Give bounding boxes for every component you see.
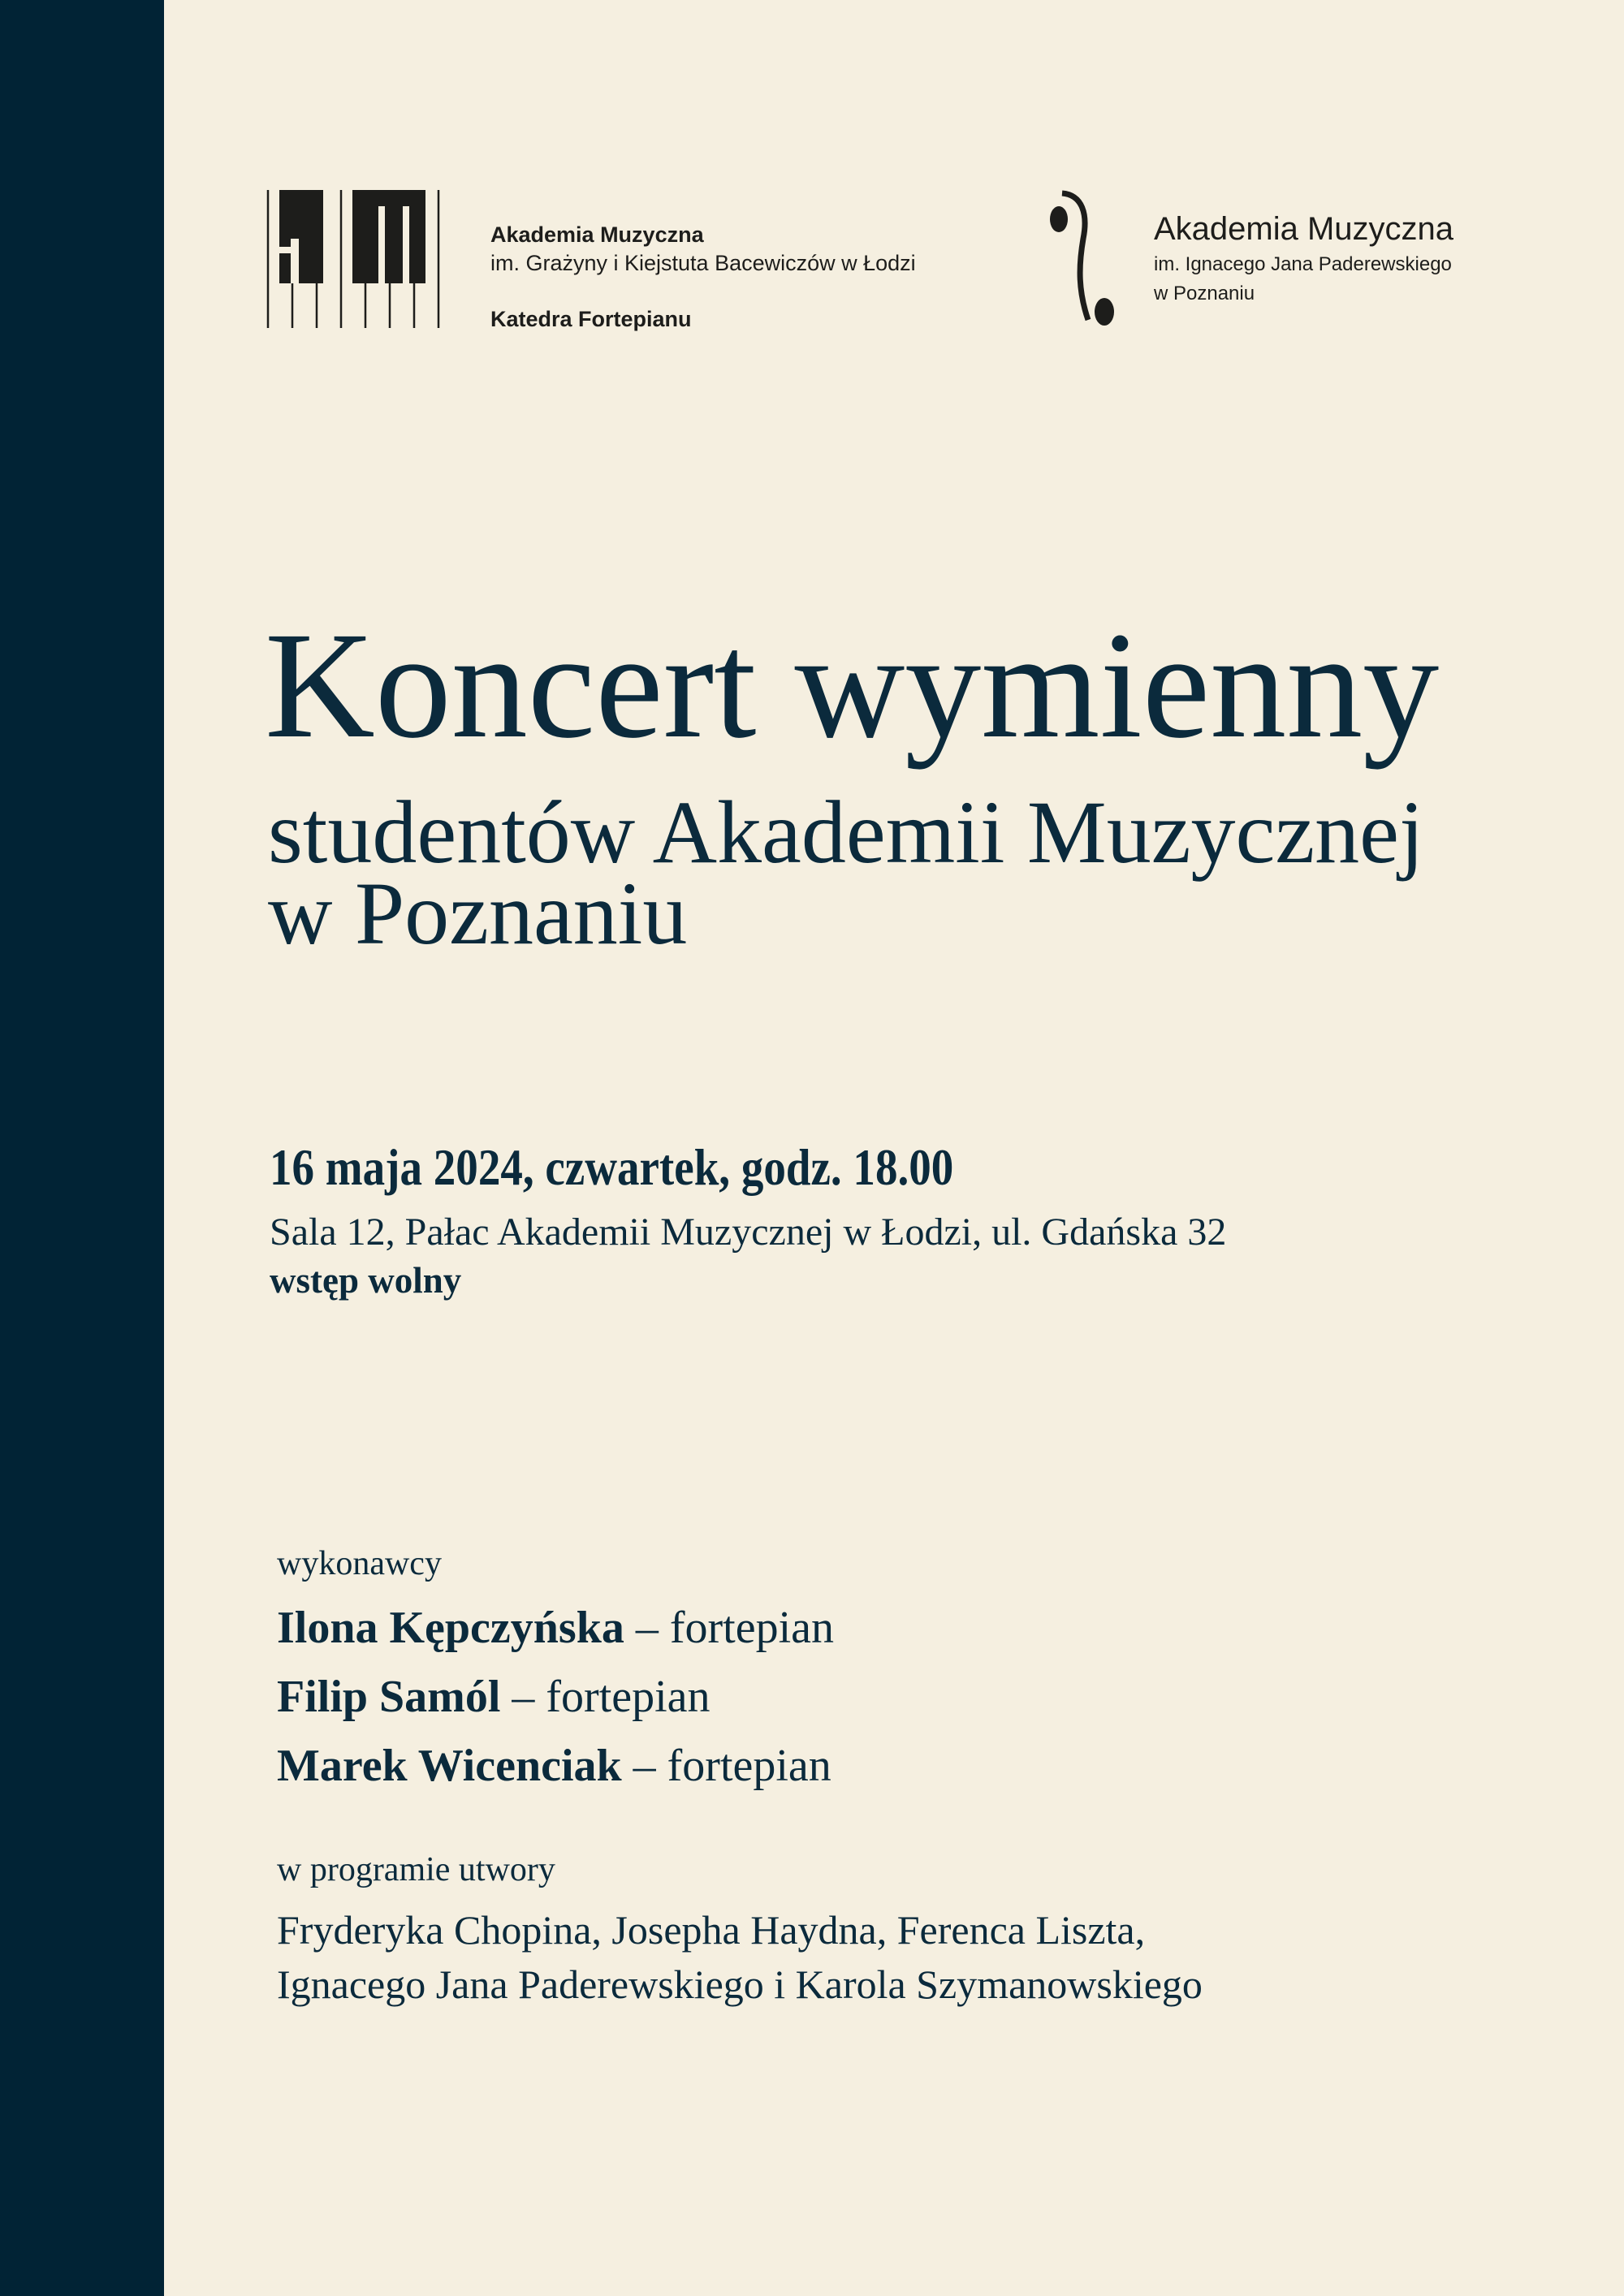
poznan-academy-name: Akademia Muzyczna: [1154, 211, 1454, 247]
poznan-academy-patron: im. Ignacego Jana Paderewskiego: [1154, 253, 1452, 275]
sidebar-band: [0, 0, 164, 2296]
page-title: Koncert wymienny: [265, 600, 1440, 770]
lodz-department: Katedra Fortepianu: [490, 307, 692, 331]
subtitle-line-2: w Poznaniu: [268, 864, 688, 963]
performer-role: – fortepian: [500, 1672, 710, 1722]
performer-name: Marek Wicenciak: [277, 1741, 622, 1791]
performer-name: Filip Samól: [277, 1672, 501, 1722]
performers-label: wykonawcy: [277, 1545, 442, 1582]
poznan-academy-city: w Poznaniu: [1154, 283, 1255, 304]
performer-role: – fortepian: [624, 1603, 834, 1653]
performer-role: – fortepian: [621, 1741, 831, 1791]
performer-item: [277, 1605, 834, 1651]
subtitle-line-1: studentów Akademii Muzycznej: [268, 783, 1424, 882]
event-admission: wstęp wolny: [270, 1260, 462, 1301]
lodz-academy-name: Akademia Muzyczna: [490, 222, 704, 247]
subtitle: [268, 783, 1424, 963]
f-hole-logo: [1046, 190, 1124, 330]
performer-item: [277, 1674, 710, 1720]
program-label: w programie utwory: [277, 1851, 555, 1888]
event-venue: Sala 12, Pałac Akademii Muzycznej w Łodzi, ul. Gdańska 32: [270, 1211, 1227, 1254]
am-piano-logo: [266, 190, 455, 330]
program-line-1: Fryderyka Chopina, Josepha Haydna, Ferenca Liszta,: [277, 1907, 1146, 1953]
performer-item: [277, 1743, 831, 1789]
lodz-academy-patron: im. Grażyny i Kiejstuta Bacewiczów w Łodzi: [490, 251, 916, 275]
event-datetime: 16 maja 2024, czwartek, godz. 18.00: [270, 1138, 954, 1196]
program-line-2: Ignacego Jana Paderewskiego i Karola Szymanowskiego: [277, 1962, 1203, 2007]
performer-name: Ilona Kępczyńska: [277, 1603, 624, 1653]
